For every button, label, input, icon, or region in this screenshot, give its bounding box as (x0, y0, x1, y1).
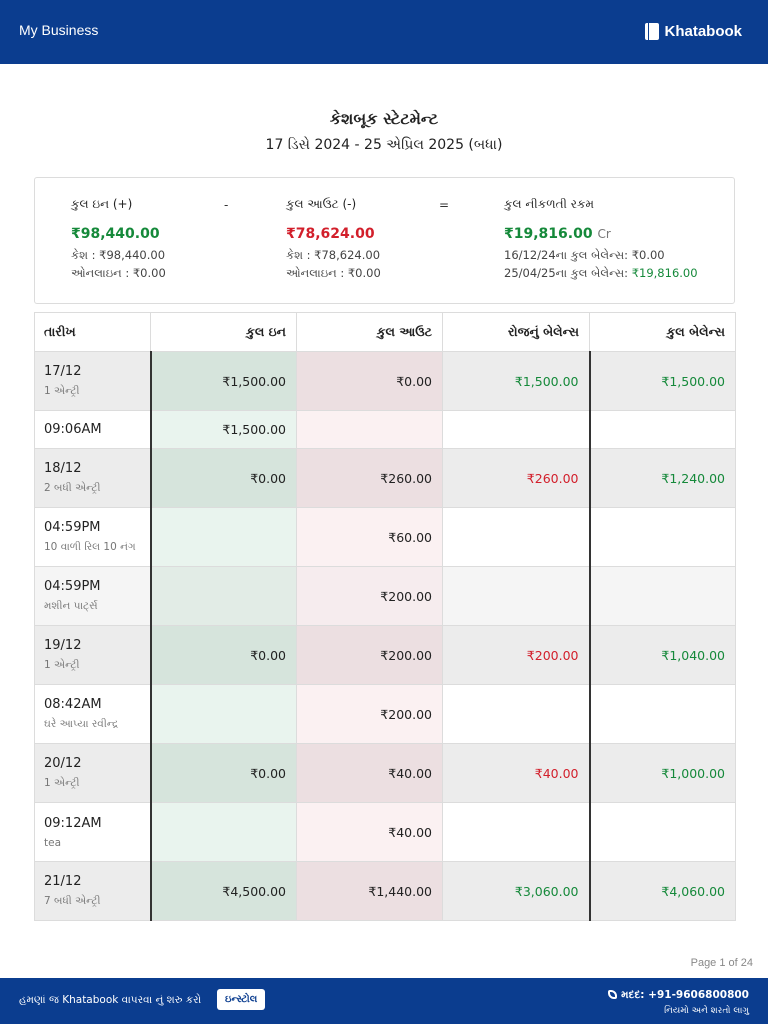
footer-bar (0, 978, 768, 1024)
in-cell: ₹1,500.00 (151, 352, 297, 411)
footer-cta: હમણાં જ Khatabook વાપરવા નું શરુ કરો (19, 994, 202, 1006)
date-cell (35, 411, 151, 449)
table-header-row (35, 313, 736, 352)
balance-cell (590, 803, 736, 862)
install-button[interactable]: ઇન્સ્ટોલ (217, 989, 265, 1010)
date-value: 04:59PM (44, 579, 101, 594)
terms-text[interactable]: નિયમો અને શરતો લાગુ (664, 1006, 749, 1016)
entry-note: 2 બધી એન્ટ્રી (44, 482, 101, 494)
in-cell (151, 508, 297, 567)
day-summary-row (35, 744, 736, 803)
brand-name: Khatabook (664, 23, 742, 40)
out-cell: ₹1,440.00 (297, 862, 443, 921)
col-day-balance: રોજનું બેલેન્સ (443, 313, 590, 352)
net-block (504, 197, 698, 281)
day-balance-cell (443, 508, 590, 567)
out-cell: ₹0.00 (297, 352, 443, 411)
balance-cell (590, 567, 736, 626)
day-summary-row (35, 352, 736, 411)
balance-cell (590, 508, 736, 567)
entry-row (35, 803, 736, 862)
closing-balance-label: 25/04/25ના કુલ બેલેન્સ: (504, 266, 629, 280)
entry-row (35, 508, 736, 567)
day-balance-cell: ₹260.00 (443, 449, 590, 508)
date-value: 18/12 (44, 461, 82, 476)
balance-cell: ₹1,240.00 (590, 449, 736, 508)
out-cell: ₹200.00 (297, 567, 443, 626)
opening-balance (504, 248, 698, 263)
entry-note: 1 એન્ટ્રી (44, 777, 80, 789)
equals-sign: = (439, 198, 450, 212)
closing-balance-value: ₹19,816.00 (631, 266, 698, 280)
in-cell: ₹0.00 (151, 744, 297, 803)
out-cell: ₹200.00 (297, 685, 443, 744)
balance-cell: ₹1,040.00 (590, 626, 736, 685)
net-label: કુલ નીકળતી રકમ (504, 197, 594, 211)
total-out-value: ₹78,624.00 (286, 226, 375, 242)
closing-balance (504, 266, 698, 281)
out-cell: ₹40.00 (297, 803, 443, 862)
minus-sign: - (224, 198, 229, 212)
page-title: કેશબૂક સ્ટેટમેન્ટ (329, 109, 439, 128)
entry-note: 1 એન્ટ્રી (44, 385, 80, 397)
entry-note: ઘરે આપ્યા રવીન્દ્ર (44, 718, 119, 730)
col-date: તારીખ (35, 313, 151, 352)
date-cell (35, 626, 151, 685)
col-out: કુલ આઉટ (297, 313, 443, 352)
total-in-block (71, 197, 166, 281)
balance-cell (590, 411, 736, 449)
out-cell: ₹60.00 (297, 508, 443, 567)
date-value: 09:12AM (44, 815, 102, 831)
balance-cell: ₹4,060.00 (590, 862, 736, 921)
table-body (35, 352, 736, 921)
in-cell (151, 567, 297, 626)
entry-note: 10 વાળી રિલ 10 નંગ (44, 541, 136, 553)
day-balance-cell (443, 803, 590, 862)
page-number: Page 1 of 24 (690, 957, 753, 969)
total-in-cash: કેશ : ₹98,440.00 (71, 248, 166, 262)
in-cell: ₹0.00 (151, 449, 297, 508)
day-summary-row (35, 862, 736, 921)
in-cell (151, 803, 297, 862)
out-cell (297, 411, 443, 449)
date-cell (35, 862, 151, 921)
day-balance-cell (443, 411, 590, 449)
balance-cell: ₹1,500.00 (590, 352, 736, 411)
day-balance-cell (443, 567, 590, 626)
total-in-online: ઓનલાઇન : ₹0.00 (71, 266, 166, 280)
day-balance-cell: ₹1,500.00 (443, 352, 590, 411)
balance-cell (590, 685, 736, 744)
balance-cell: ₹1,000.00 (590, 744, 736, 803)
col-balance: કુલ બેલેન્સ (590, 313, 736, 352)
net-cr: Cr (597, 227, 611, 241)
day-summary-row (35, 626, 736, 685)
date-cell (35, 803, 151, 862)
date-cell (35, 567, 151, 626)
entry-note: tea (44, 836, 62, 849)
date-value: 09:06AM (44, 422, 102, 437)
entry-note: 1 એન્ટ્રી (44, 659, 80, 671)
date-value: 04:59PM (44, 520, 101, 535)
in-cell: ₹4,500.00 (151, 862, 297, 921)
entry-row (35, 567, 736, 626)
total-in-label: કુલ ઇન (+) (71, 197, 133, 211)
help-line[interactable] (608, 989, 749, 1002)
business-name: My Business (19, 22, 99, 38)
entry-note: 7 બધી એન્ટ્રી (44, 895, 101, 907)
date-value: 08:42AM (44, 697, 102, 712)
opening-balance-value: ₹0.00 (631, 248, 665, 262)
day-balance-cell: ₹40.00 (443, 744, 590, 803)
day-balance-cell: ₹200.00 (443, 626, 590, 685)
day-balance-cell (443, 685, 590, 744)
cashbook-table (34, 312, 736, 921)
date-cell (35, 744, 151, 803)
summary-card (34, 177, 735, 304)
total-in-value: ₹98,440.00 (71, 226, 160, 242)
top-bar (0, 0, 768, 64)
total-out-online: ઓનલાઇન : ₹0.00 (286, 266, 381, 280)
in-cell: ₹0.00 (151, 626, 297, 685)
opening-balance-label: 16/12/24ના કુલ બેલેન્સ: (504, 248, 629, 262)
date-value: 19/12 (44, 638, 82, 653)
date-cell (35, 449, 151, 508)
phone-icon (608, 990, 617, 999)
total-out-cash: કેશ : ₹78,624.00 (286, 248, 381, 262)
out-cell: ₹260.00 (297, 449, 443, 508)
date-cell (35, 352, 151, 411)
date-value: 21/12 (44, 874, 82, 889)
day-summary-row (35, 449, 736, 508)
entry-row (35, 685, 736, 744)
in-cell (151, 685, 297, 744)
khatabook-logo (645, 23, 742, 40)
date-cell (35, 685, 151, 744)
out-cell: ₹40.00 (297, 744, 443, 803)
help-text: મદદ: +91-9606800800 (621, 989, 749, 1001)
entry-note: મશીન પાર્ટ્સ (44, 600, 98, 612)
in-cell: ₹1,500.00 (151, 411, 297, 449)
net-value: ₹19,816.00 (504, 226, 593, 242)
total-out-label: કુલ આઉટ (-) (286, 197, 357, 211)
date-cell (35, 508, 151, 567)
date-value: 17/12 (44, 364, 82, 379)
date-range: 17 ડિસે 2024 - 25 એપ્રિલ 2025 (બધા) (265, 137, 503, 153)
date-value: 20/12 (44, 756, 82, 771)
net-total (504, 226, 698, 242)
book-icon (645, 23, 659, 40)
entry-row (35, 411, 736, 449)
day-balance-cell: ₹3,060.00 (443, 862, 590, 921)
total-out-block (286, 197, 381, 281)
col-in: કુલ ઇન (151, 313, 297, 352)
out-cell: ₹200.00 (297, 626, 443, 685)
